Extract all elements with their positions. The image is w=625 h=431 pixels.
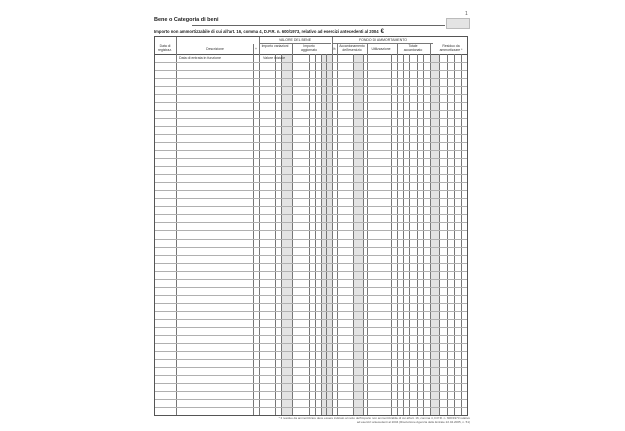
page-number: 1 [465,11,468,17]
first-row-amount-label: Valore iniziale [263,56,286,60]
table-row-line [155,311,467,312]
euro-icon: € [380,29,384,35]
table-row-line [155,407,467,408]
table-row-line [155,134,467,135]
col-header-importo-aggiornato: Importo aggiornato [300,44,318,52]
table-row-line [155,150,467,151]
table-row-line [155,142,467,143]
table-row-line [155,279,467,280]
register-page [145,8,475,426]
table-row-line [155,391,467,392]
table-row-line [155,230,467,231]
table-row-line [155,126,467,127]
page-subtitle [154,29,384,35]
title-write-line[interactable] [192,25,445,26]
first-row-description: Data di entrata in funzione [179,56,221,60]
footnote: * Il residuo da ammortizzare deve essere indicato al netto dell'importo non ammortizzabile di cui all'art. 16, comma 4, D.P.R. n. 600/1973 relativo ad esercizi antecedenti al 2004 (Risoluzione Agenzia delle Entrate 22.04.2005, n. 51) [278,416,470,424]
table-row-line [155,86,467,87]
table-row-line [155,303,467,304]
table-row-line [155,222,467,223]
table-row-line [155,271,467,272]
table-row-line [155,359,467,360]
col-header-data: Data di registraz. [158,44,172,52]
table-row-line [155,206,467,207]
table-row-line [155,327,467,328]
table-row-line [155,166,467,167]
col-header-utilizzazione: Utilizzazione [371,47,391,51]
depreciation-table [154,36,468,416]
table-row-line [155,343,467,344]
group-header-valore: VALORE DEL BENE [278,38,312,42]
group-header-fondo: FONDO DI AMMORTAMENTO [358,38,408,42]
title-code-box[interactable] [446,18,470,29]
table-row-line [155,287,467,288]
table-row-line [155,182,467,183]
col-header-accantonamento: Accantonamento dell'esercizio [339,44,365,52]
table-row-line [155,102,467,103]
table-row-line [155,335,467,336]
col-header-percent: % [332,47,336,51]
page-title: Bene o Categoria di beni [154,17,219,23]
table-row-line [155,198,467,199]
table-row-line [155,158,467,159]
table-row-line [155,375,467,376]
table-row-line [155,70,467,71]
table-row-line [155,295,467,296]
table-row-line [155,351,467,352]
table-row-line [155,263,467,264]
table-row-line [155,174,467,175]
col-header-importo-variazioni: Importo variazioni [261,44,289,48]
table-row-line [155,62,467,63]
table-row-line [155,78,467,79]
col-header-residuo: Residuo da ammortizzare * [439,44,463,52]
table-row-line [155,239,467,240]
table-row-line [155,319,467,320]
table-row-line [155,399,467,400]
table-row-line [155,367,467,368]
col-header-sign: + [255,47,257,51]
table-row-line [155,110,467,111]
table-row-line [155,190,467,191]
table-row-line [155,118,467,119]
col-header-descrizione: Descrizione [206,47,224,51]
subtitle-text: Importo non ammortizzabile di cui all'art. 16, comma 4, D.P.R. n. 600/1973, relativo ad esercizi antecedenti al 2004 [154,29,379,34]
table-row-line [155,94,467,95]
table-row-line [155,214,467,215]
col-header-totale: Totale accantonato [403,44,423,52]
table-row-line [155,255,467,256]
table-row-line [155,247,467,248]
table-row-line [155,383,467,384]
table-rows[interactable] [155,54,467,415]
